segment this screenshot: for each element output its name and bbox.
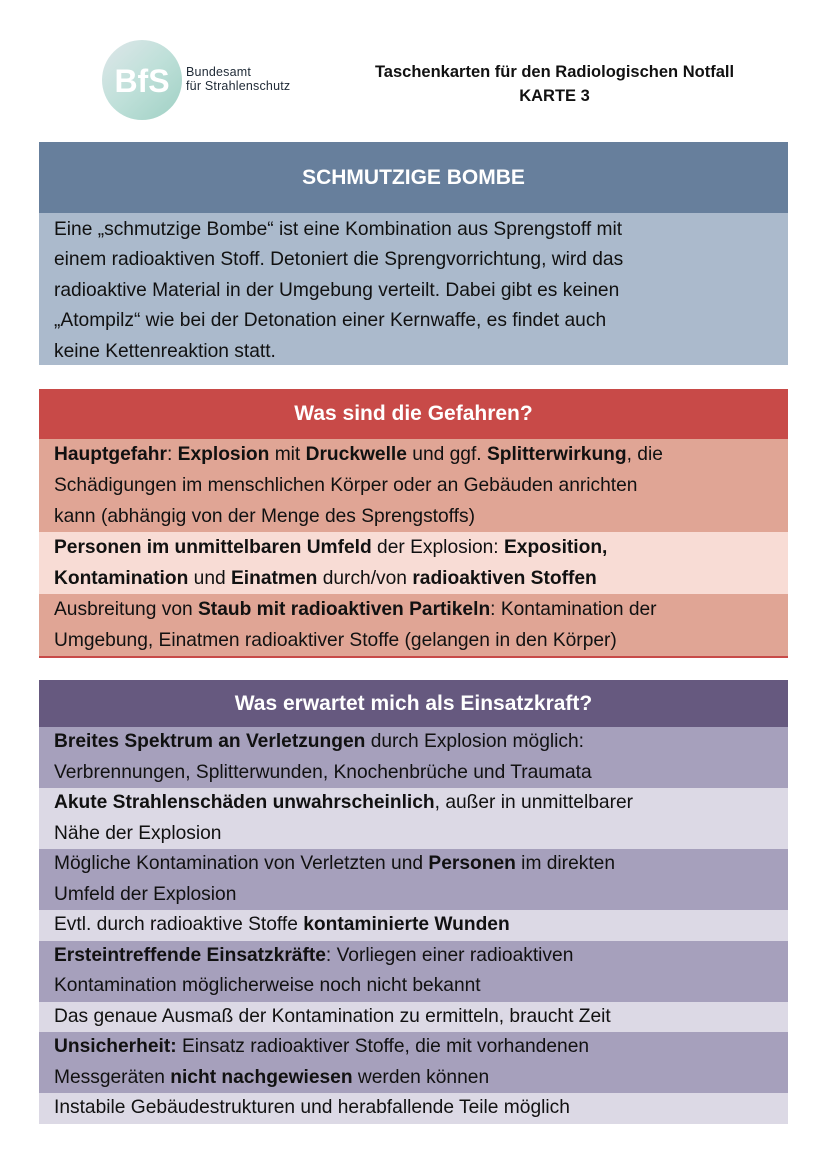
text-line (54, 625, 774, 656)
text-segment: kann (abhängig von der Menge des Sprengstoffs) (54, 506, 475, 527)
text-segment: Messgeräten (54, 1066, 171, 1088)
bold-text: Exposition, (503, 537, 608, 558)
text-line (54, 849, 774, 880)
bold-text: Kontamination (54, 568, 189, 589)
text-segment: , außer in unmittelbarer (434, 792, 634, 813)
bold-text: Hauptgefahr (54, 444, 167, 465)
text-line (54, 941, 774, 972)
section-hazards (39, 389, 788, 658)
text-segment: und ggf. (406, 444, 487, 465)
text-segment: durch/von (317, 568, 413, 589)
text-segment: der Explosion: (371, 537, 504, 558)
list-item (39, 788, 788, 849)
text-segment: : Vorliegen einer radioaktiven (325, 944, 574, 966)
text-line (54, 594, 774, 625)
bold-text: Personen (428, 853, 516, 874)
list-item (39, 1093, 788, 1124)
definition-text (39, 213, 788, 365)
text-segment: Einsatz radioaktiver Stoffe, die mit vorhandenen (176, 1036, 590, 1057)
list-item (39, 1032, 788, 1093)
org-name-line2: für Strahlenschutz (186, 79, 291, 93)
text-segment: Evtl. durch radioaktive Stoffe (54, 914, 304, 935)
text-segment: Umgebung, Einatmen radioaktiver Stoffe (gelangen in den Körper) (54, 630, 617, 651)
text-segment: durch Explosion möglich: (365, 731, 584, 752)
bold-text: Personen im unmittelbaren Umfeld (54, 537, 372, 558)
list-item (39, 849, 788, 910)
text-segment: Das genaue Ausmaß der Kontamination zu ermitteln, braucht Zeit (54, 1005, 611, 1027)
text-line: „Atompilz“ wie bei der Detonation einer Kernwaffe, es findet auch (54, 310, 607, 332)
section-expectations (39, 680, 788, 1124)
text-line (54, 439, 774, 470)
text-line (54, 1093, 774, 1124)
text-line (54, 880, 774, 911)
text-segment: : Kontamination der (490, 599, 657, 620)
text-segment: Ausbreitung von (54, 599, 198, 620)
text-segment: Kontamination möglicherweise noch nicht bekannt (54, 975, 481, 996)
bold-text: Ersteintreffende Einsatzkräfte (54, 944, 326, 966)
hazard-list (39, 439, 788, 656)
org-name-line1: Bundesamt (186, 65, 252, 79)
text-line (54, 470, 774, 501)
text-line (54, 1002, 774, 1033)
text-segment: mit (269, 444, 306, 465)
text-line: keine Kettenreaktion statt. (54, 340, 276, 362)
text-line: radioaktive Material in der Umgebung verteilt. Dabei gibt es keinen (54, 279, 620, 301)
text-segment: , die (626, 444, 663, 465)
text-line (54, 501, 774, 532)
list-item (39, 1002, 788, 1033)
expectation-list (39, 727, 788, 1124)
text-segment: im direkten (515, 853, 616, 874)
text-segment: Mögliche Kontamination von Verletzten und (54, 853, 429, 874)
bold-text: Splitterwirkung (486, 444, 627, 465)
text-line (54, 819, 774, 850)
section-title: Was erwartet mich als Einsatzkraft? (39, 680, 788, 727)
bold-text: Akute Strahlenschäden unwahrscheinlich (54, 792, 435, 813)
text-segment: Nähe der Explosion (54, 822, 222, 844)
section-title: Was sind die Gefahren? (39, 389, 788, 439)
bold-text: Druckwelle (305, 444, 407, 465)
text-segment: Umfeld der Explosion (54, 883, 237, 905)
text-line (54, 971, 774, 1002)
text-line (54, 1032, 774, 1063)
text-line (54, 532, 774, 563)
text-segment: Verbrennungen, Splitterwunden, Knochenbrüche und Traumata (54, 761, 592, 783)
bfs-logo (100, 38, 310, 124)
text-segment: Instabile Gebäudestrukturen und herabfallende Teile möglich (54, 1097, 570, 1118)
logo-text: BfS (114, 63, 170, 99)
bfs-logo-mark (100, 38, 184, 124)
bold-text: nicht nachgewiesen (170, 1066, 353, 1088)
text-segment: werden können (352, 1066, 490, 1088)
text-segment: : (167, 444, 178, 465)
list-item (39, 910, 788, 941)
bold-text: Explosion (177, 444, 270, 465)
bold-text: Einatmen (231, 568, 318, 589)
text-line (54, 758, 774, 789)
section-divider (39, 656, 788, 658)
text-line (54, 910, 774, 941)
text-line: einem radioaktiven Stoff. Detoniert die Sprengvorrichtung, wird das (54, 249, 624, 271)
bold-text: kontaminierte Wunden (303, 914, 510, 935)
section-dirty-bomb (39, 142, 788, 365)
bold-text: Breites Spektrum an Verletzungen (54, 731, 366, 752)
text-line (54, 788, 774, 819)
list-item (39, 594, 788, 656)
list-item (39, 439, 788, 532)
card-header (322, 60, 787, 108)
text-line (54, 727, 774, 758)
card-number: KARTE 3 (519, 87, 590, 105)
text-segment: Schädigungen im menschlichen Körper oder an Gebäuden anrichten (54, 475, 638, 496)
list-item (39, 941, 788, 1002)
section-title: SCHMUTZIGE BOMBE (39, 142, 788, 213)
bold-text: Staub mit radioaktiven Partikeln (198, 599, 491, 620)
text-segment: und (188, 568, 231, 589)
bold-text: Unsicherheit: (54, 1036, 177, 1057)
text-line (54, 563, 774, 594)
list-item (39, 727, 788, 788)
card-series-title: Taschenkarten für den Radiologischen Notfall (374, 63, 735, 81)
text-line (54, 1063, 774, 1094)
text-line: Eine „schmutzige Bombe“ ist eine Kombination aus Sprengstoff mit (54, 219, 623, 240)
bold-text: radioaktiven Stoffen (412, 568, 597, 589)
list-item (39, 532, 788, 594)
